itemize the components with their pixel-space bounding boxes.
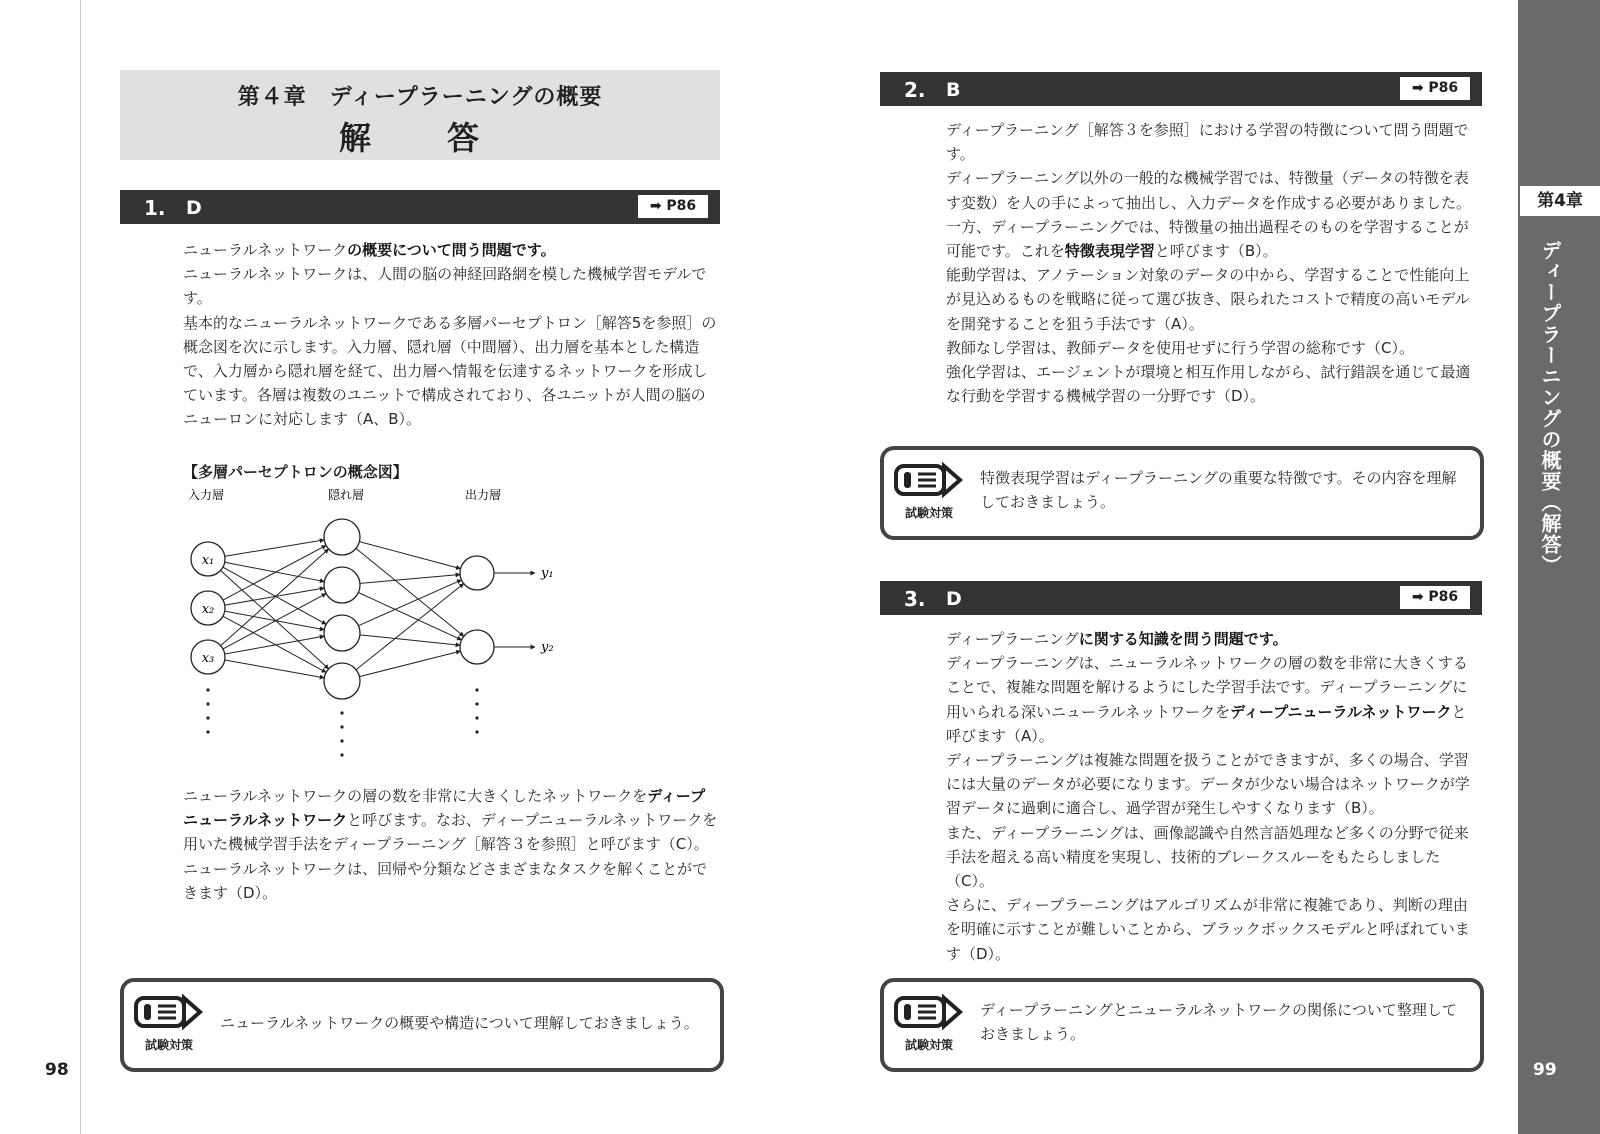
- output-node-label: y₁: [541, 566, 554, 581]
- connection-arrow: [221, 570, 329, 668]
- paragraph: 強化学習は、エージェントが環境と相互作用しながら、試行錯誤を通じて最適な行動を学習する機械学習の一分野です（D）。: [946, 363, 1471, 406]
- hidden-node: [324, 567, 360, 603]
- answer-number: 3.: [904, 587, 926, 611]
- connection-arrow: [225, 611, 325, 630]
- bold-term: に関する知識を問う問題です。: [1078, 630, 1288, 648]
- input-node-label: x₁: [201, 553, 215, 568]
- answer-number: 2.: [904, 78, 926, 102]
- answer-1-explanation-continued: [183, 784, 718, 905]
- pencil-icon: [894, 462, 964, 498]
- exam-tip-label: 試験対策: [904, 1038, 953, 1052]
- multilayer-perceptron-diagram: [180, 485, 600, 765]
- connection-arrow: [221, 549, 329, 646]
- paragraph: ディープラーニングに関する知識を問う問題です。: [946, 630, 1288, 648]
- page-number: 99: [1533, 1060, 1557, 1080]
- exam-tip-label: 試験対策: [904, 506, 953, 520]
- ellipsis-dot: [206, 688, 209, 691]
- bold-term: 特徴表現学習: [1064, 242, 1155, 261]
- paragraph: ニューラルネットワークの概要について問う問題です。: [183, 241, 556, 259]
- connection-arrow: [356, 584, 464, 670]
- exam-tip-icon-group: [894, 462, 964, 521]
- connection-arrow: [358, 580, 461, 626]
- pencil-icon: [134, 994, 204, 1030]
- page-reference: ➡ P86: [1400, 77, 1470, 100]
- ellipsis-dot: [475, 688, 478, 691]
- ellipsis-dot: [340, 725, 343, 728]
- connection-arrow: [360, 635, 460, 645]
- page-number: 98: [45, 1060, 69, 1080]
- answer-3-bar: [880, 581, 1482, 615]
- network-nodes: [191, 519, 554, 757]
- exam-tip-icon-group: [134, 994, 204, 1053]
- output-node: [460, 556, 494, 590]
- hidden-node: [324, 663, 360, 699]
- ellipsis-dot: [340, 753, 343, 756]
- answer-3-explanation: [946, 627, 1481, 966]
- exam-tip-box: [120, 978, 724, 1072]
- paragraph: ニューラルネットワークの層の数を非常に大きくしたネットワークをディープニューラルネットワークと呼びます。なお、ディープニューラルネットワークを用いた機械学習手法をディープラーニング［解答３を参照］と呼びます（C）。: [183, 787, 718, 854]
- bold-term: ディープニューラルネットワーク: [1230, 702, 1452, 721]
- input-layer-label: 入力層: [188, 488, 225, 502]
- answer-number: 1.: [144, 196, 166, 220]
- connection-arrow: [359, 542, 460, 569]
- answer-letter: B: [946, 79, 961, 101]
- answer-letter: D: [946, 588, 962, 610]
- ellipsis-dot: [206, 716, 209, 719]
- chapter-header: [120, 70, 720, 160]
- paragraph: ディープラーニング以外の一般的な機械学習では、特徴量（データの特徴を表す変数）を人の手によって抽出し、入力データを作成する必要がありました。一方、ディープラーニングでは、特徴量の抽出過程そのものを学習することが可能です。これを特徴表現学習と呼びます（B）。: [946, 169, 1472, 261]
- paragraph: さらに、ディープラーニングはアルゴリズムが非常に複雑であり、判断の理由を明確に示すことが難しいことから、ブラックボックスモデルと呼ばれています（D）。: [946, 896, 1470, 963]
- connection-arrow: [225, 562, 325, 581]
- connection-arrow: [223, 616, 326, 672]
- answer-2-bar: [880, 72, 1482, 106]
- exam-tip-text: ニューラルネットワークの概要や構造について理解しておきましょう。: [220, 1014, 699, 1032]
- answer-2-explanation: [946, 118, 1481, 408]
- ellipsis-dot: [475, 730, 478, 733]
- hidden-layer-label: 隠れ層: [328, 488, 365, 502]
- input-node-label: x₂: [201, 602, 215, 617]
- ellipsis-dot: [475, 702, 478, 705]
- ellipsis-dot: [340, 739, 343, 742]
- paragraph: ディープラーニングは複雑な問題を扱うことができますが、多くの場合、学習には大量のデータが必要になります。データが少ない場合はネットワークが学習データに過剰に適合し、過学習が発生しやすくなります（B）。: [946, 751, 1470, 818]
- page-reference: ➡ P86: [1400, 586, 1470, 609]
- output-layer-label: 出力層: [465, 488, 502, 502]
- hidden-node: [324, 615, 360, 651]
- chapter-tab-label: 第4章: [1520, 186, 1600, 216]
- exam-tip-icon-group: [894, 994, 964, 1053]
- paragraph: ニューラルネットワークは、回帰や分類などさまざまなタスクを解くことができます（D）。: [183, 859, 708, 902]
- ellipsis-dot: [340, 711, 343, 714]
- chapter-subtitle: 第４章 ディープラーニングの概要: [237, 85, 603, 110]
- hidden-node: [324, 519, 360, 555]
- output-node-label: y₂: [541, 640, 554, 655]
- paragraph: 能動学習は、アノテーション対象のデータの中から、学習することで性能向上が見込めるものを戦略に従って選び抜き、限られたコストで精度の高いモデルを開発することを狙う手法です（A）。: [946, 266, 1470, 333]
- paragraph: ディープラーニングは、ニューラルネットワークの層の数を非常に大きくすることで、複雑な問題を解けるようにした学習手法です。ディープラーニングに用いられる深いニューラルネットワークをディープニューラルネットワークと呼びます（A）。: [946, 654, 1468, 745]
- exam-tip-text: 特徴表現学習はディープラーニングの重要な特徴です。その内容を理解しておきましょう。: [980, 469, 1457, 511]
- connection-arrow: [223, 594, 326, 649]
- connection-arrow: [223, 567, 326, 624]
- paragraph: また、ディープラーニングは、画像認識や自然言語処理など多くの分野で従来手法を超える高い精度を実現し、技術的ブレークスルーをもたらしました（C）。: [946, 823, 1469, 891]
- chapter-title: 解 答: [338, 119, 501, 157]
- margin-line: [80, 0, 81, 1134]
- exam-tip-text: ディープラーニングとニューラルネットワークの関係について整理しておきましょう。: [980, 1001, 1457, 1043]
- answer-1-bar: [120, 190, 720, 224]
- pencil-icon: [894, 994, 964, 1030]
- exam-tip-box: [880, 978, 1484, 1072]
- input-node-label: x₃: [201, 651, 215, 666]
- output-node: [460, 630, 494, 664]
- answer-letter: D: [186, 197, 202, 219]
- diagram-title: 【多層パーセプトロンの概念図】: [183, 463, 408, 481]
- page-reference: ➡ P86: [638, 195, 708, 218]
- ellipsis-dot: [475, 716, 478, 719]
- bold-term: の概要について問う問題です。: [347, 241, 556, 259]
- connection-arrow: [358, 593, 461, 640]
- answer-1-explanation: [183, 238, 718, 432]
- exam-tip-box: [880, 446, 1484, 540]
- exam-tip-label: 試験対策: [144, 1038, 193, 1052]
- paragraph: ニューラルネットワークは、人間の脳の神経回路網を模した機械学習モデルです。: [183, 265, 707, 308]
- connection-arrow: [360, 575, 460, 584]
- chapter-vertical-title: ディープラーニングの概要（解答）: [1538, 240, 1562, 576]
- connection-arrow: [356, 548, 464, 636]
- paragraph: ディープラーニング［解答３を参照］における学習の特徴について問う問題です。: [946, 121, 1469, 164]
- ellipsis-dot: [206, 702, 209, 705]
- paragraph: 教師なし学習は、教師データを使用せずに行う学習の総称です（C）。: [946, 338, 1414, 357]
- bold-term: ディープニューラルネットワーク: [183, 787, 706, 830]
- ellipsis-dot: [206, 730, 209, 733]
- paragraph: 基本的なニューラルネットワークである多層パーセプトロン［解答5を参照］の概念図を次に示します。入力層、隠れ層（中間層）、出力層を基本とした構造で、入力層から隠れ層を経て、出力層へ情報を伝達するネットワークを形成しています。各層は複数のユニットで構成されており、各ユニットが人間の脳のニューロンに対応します（A、B）。: [183, 313, 717, 429]
